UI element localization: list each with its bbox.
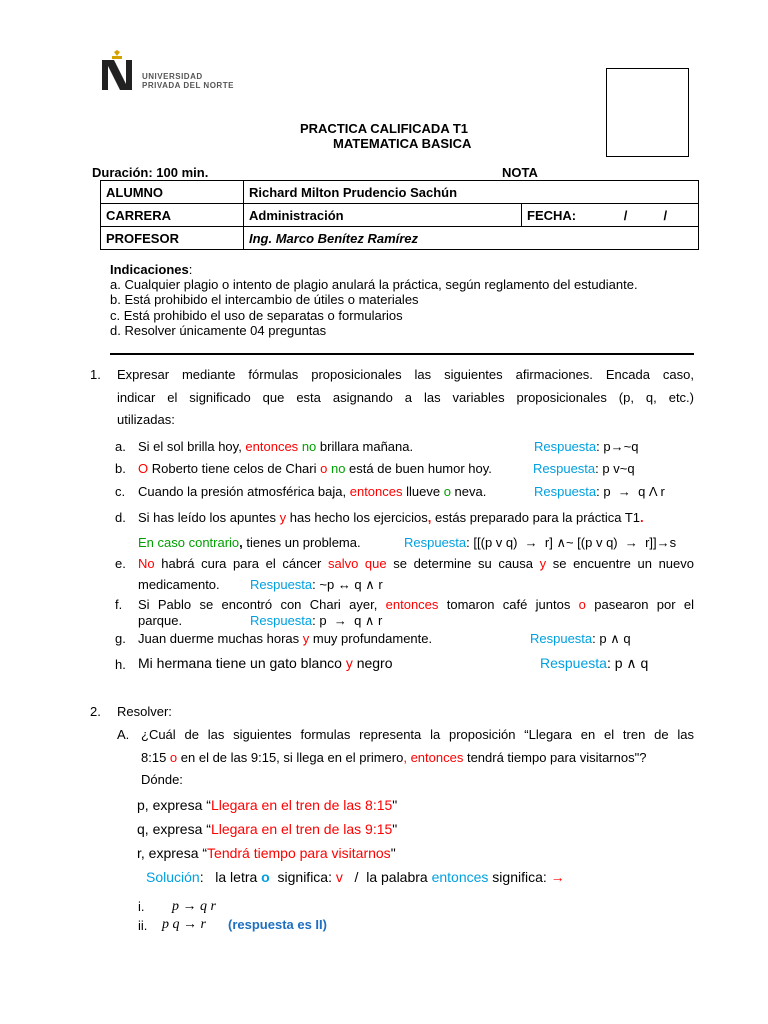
fecha-separators: / / [623, 207, 668, 223]
solution-line: Solución: la letra o significa: v / la palabra entonces significa: → [146, 869, 565, 885]
item-f-text-2: parque. [138, 613, 183, 628]
indicacion-item: b. Está prohibido el intercambio de útiles o materiales [110, 292, 419, 307]
table-row [101, 204, 699, 227]
indicacion-item: a. Cualquier plagio o intento de plagio anulará la práctica, según reglamento del estudiante. [110, 277, 638, 292]
nota-label: NOTA [502, 165, 538, 180]
indicacion-item: d. Resolver únicamente 04 preguntas [110, 323, 327, 338]
option-ii-label: ii. [138, 918, 148, 933]
item-h-text: Mi hermana tiene un gato blanco y negro [138, 655, 393, 671]
item-c-answer: Respuesta: p → q Λ r [534, 484, 665, 499]
page-title: PRACTICA CALIFICADA T1 [299, 121, 469, 136]
q2-A-label: A. [117, 727, 130, 742]
upn-logo-icon [100, 50, 134, 92]
option-i-formula: p → q r [172, 899, 216, 914]
item-d-text: Si has leído los apuntes y has hecho los ejercicios, estás preparado para la práctica T1. [138, 510, 644, 525]
q2-A-line-3: Dónde: [141, 772, 183, 787]
q1-number: 1. [90, 367, 101, 382]
table-row [101, 227, 699, 250]
item-g-text: Juan duerme muchas horas y muy profundamente. [138, 631, 433, 646]
item-f-text: Si Pablo se encontró con Chari ayer, entonces tomaron café juntos o pasearon por el [138, 597, 695, 612]
profesor-label: PROFESOR [101, 227, 244, 250]
item-e-label: e. [115, 556, 126, 571]
item-e-answer: Respuesta: ~p ↔ q ∧ r [250, 577, 383, 592]
item-a-label: a. [115, 439, 126, 454]
item-h-answer: Respuesta: p ∧ q [540, 655, 649, 671]
fecha-cell [522, 204, 699, 227]
q2-A-line-1: ¿Cuál de las siguientes formulas representa la proposición “Llegara en el tren de las [141, 727, 694, 742]
item-d-label: d. [115, 510, 126, 525]
page-subtitle: MATEMATICA BASICA [333, 136, 472, 151]
q2-number: 2. [90, 704, 101, 719]
option-ii-note: (respuesta es II) [228, 917, 327, 932]
item-c-text: Cuando la presión atmosférica baja, entonces llueve o neva. [138, 484, 487, 499]
item-h-label: h. [115, 657, 126, 672]
indicaciones-heading: Indicaciones: [110, 262, 193, 277]
alumno-value: Richard Milton Prudencio Sachún [244, 181, 699, 204]
q2-title: Resolver: [117, 704, 172, 719]
item-b-label: b. [115, 461, 126, 476]
def-r: r, expresa “Tendrá tiempo para visitarnos" [137, 845, 396, 861]
logo-line-2: PRIVADA DEL NORTE [142, 81, 234, 90]
item-c-label: c. [115, 484, 126, 499]
fecha-label: FECHA: [527, 207, 577, 223]
q1-line-2: indicar el significado que esta asignando a las variables proposicionales (p, q, etc.) [117, 390, 694, 405]
duration-label: Duración: 100 min. [92, 165, 209, 180]
divider [110, 353, 694, 355]
alumno-label: ALUMNO [101, 181, 244, 204]
table-row [101, 181, 699, 204]
item-d-answer: Respuesta: [[(p v q) → r] ∧~ [(p v q) → r]]→s [404, 535, 677, 550]
def-p: p, expresa “Llegara en el tren de las 8:15" [137, 797, 398, 813]
item-f-answer: Respuesta: p → q ∧ r [250, 613, 383, 628]
carrera-value: Administración [244, 204, 522, 227]
option-i-label: i. [138, 899, 145, 914]
item-b-text: O Roberto tiene celos de Chari o no está de buen humor hoy. [138, 461, 492, 476]
item-b-answer: Respuesta: p v~q [533, 461, 635, 476]
item-d-text-2: En caso contrario, tienes un problema. [138, 535, 361, 550]
def-q: q, expresa “Llegara en el tren de las 9:15" [137, 821, 398, 837]
item-e-text-2: medicamento. [138, 577, 220, 592]
q2-A-line-2: 8:15 o en el de las 9:15, si llega en el primero, entonces tendrá tiempo para visitarnos"? [141, 750, 647, 765]
item-g-label: g. [115, 631, 126, 646]
grade-box [606, 68, 689, 157]
item-g-answer: Respuesta: p ∧ q [530, 631, 631, 646]
university-logo [100, 44, 260, 94]
profesor-value: Ing. Marco Benítez Ramírez [244, 227, 699, 250]
indicacion-item: c. Está prohibido el uso de separatas o formularios [110, 308, 403, 323]
item-f-label: f. [115, 597, 123, 612]
q1-line-3: utilizadas: [117, 412, 175, 427]
q1-line-1: Expresar mediante fórmulas proposicionales las siguientes afirmaciones. Encada caso, [117, 367, 694, 382]
item-a-answer: Respuesta: p→~q [534, 439, 639, 454]
logo-line-1: UNIVERSIDAD [142, 72, 203, 81]
option-ii-formula: p q → r [162, 917, 206, 932]
student-info-table [100, 180, 699, 250]
item-a-text: Si el sol brilla hoy, entonces no brillara mañana. [138, 439, 414, 454]
carrera-label: CARRERA [101, 204, 244, 227]
item-e-text: No habrá cura para el cáncer salvo que se determine su causa y se encuentre un nuevo [138, 556, 694, 571]
